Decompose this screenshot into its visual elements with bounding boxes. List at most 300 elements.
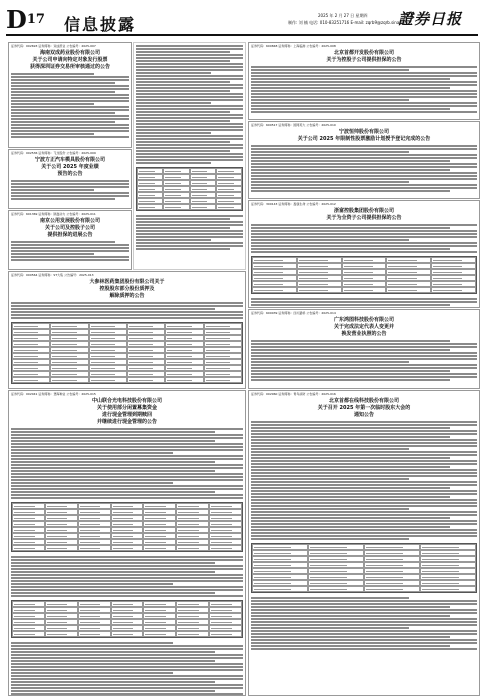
text-line	[11, 642, 173, 644]
article-body-text	[249, 338, 479, 382]
stock-code-line: 证券代码：002536 证券简称：飞龙股份 公告编号：2025-009	[11, 151, 96, 155]
text-line	[251, 248, 450, 250]
text-line	[251, 448, 409, 450]
text-line	[11, 580, 243, 582]
text-line	[136, 45, 243, 47]
text-line	[251, 224, 477, 226]
text-line	[251, 69, 409, 71]
text-line	[136, 147, 243, 149]
article-a4	[8, 149, 132, 209]
table-cell	[111, 545, 144, 551]
text-line	[136, 144, 243, 146]
text-line	[251, 451, 477, 453]
text-line	[251, 251, 477, 253]
table-cell	[209, 545, 242, 551]
text-line	[11, 654, 243, 656]
article-title: 关于完成法定代表人变更并	[333, 324, 394, 330]
table-cell	[12, 545, 45, 551]
article-table	[251, 256, 477, 294]
text-line	[251, 603, 477, 605]
text-line	[11, 583, 173, 585]
text-line	[251, 636, 450, 638]
text-line	[136, 90, 230, 92]
text-line	[251, 600, 477, 602]
text-line	[136, 248, 230, 250]
text-line	[136, 245, 243, 247]
text-line	[251, 520, 477, 522]
text-line	[251, 151, 409, 153]
text-line	[11, 118, 129, 120]
text-line	[11, 428, 243, 430]
text-line	[251, 627, 409, 629]
text-line	[136, 111, 230, 113]
text-line	[251, 624, 477, 626]
text-line	[136, 215, 243, 217]
text-line	[251, 346, 477, 348]
text-line	[11, 440, 215, 442]
text-line	[11, 446, 243, 448]
text-line	[136, 218, 230, 220]
text-line	[136, 48, 243, 50]
text-line	[11, 103, 94, 105]
table-cell	[252, 586, 308, 592]
table-cell	[12, 631, 45, 637]
article-title: 预告的公告	[57, 171, 83, 177]
text-line	[251, 597, 409, 599]
table-cell	[45, 631, 78, 637]
text-line	[11, 192, 129, 194]
table-cell	[12, 377, 50, 383]
text-line	[251, 364, 477, 366]
text-line	[11, 681, 215, 683]
article-title: 控股股东部分股份质押及	[99, 286, 155, 292]
table-cell	[297, 287, 342, 293]
text-line	[251, 242, 477, 244]
article-a9	[8, 390, 246, 696]
article-title: 广东鸿图科技股份有限公司	[333, 317, 394, 323]
text-line	[251, 355, 477, 357]
table-cell	[176, 545, 209, 551]
text-line	[136, 159, 243, 161]
text-line	[11, 305, 243, 307]
text-line	[251, 460, 477, 462]
text-line	[11, 657, 243, 659]
text-line	[11, 388, 215, 389]
text-line	[11, 449, 243, 451]
article-table	[136, 167, 243, 211]
text-line	[251, 481, 477, 483]
stock-code-line: 证券代码：601369 证券简称：陕鼓动力 公告编号：2025-011	[11, 212, 96, 216]
text-line	[11, 97, 129, 99]
text-line	[251, 304, 450, 306]
text-line	[251, 349, 450, 351]
text-line	[251, 538, 409, 540]
text-line	[251, 230, 477, 232]
text-line	[11, 115, 129, 117]
text-line	[251, 184, 477, 186]
stock-code-line: 证券代码：002960 证券简称：青鸟消防 公告编号：2025-016	[251, 392, 336, 396]
article-title: 关于公司 2025 年限制性股票激励计划授予登记完成的公告	[297, 136, 431, 142]
text-line	[251, 169, 450, 171]
text-line	[251, 469, 477, 471]
text-line	[251, 379, 450, 381]
stock-code-line: 证券代码：000564 证券简称：ST大集 公告编号：2025-013	[11, 273, 94, 277]
table-cell	[386, 287, 431, 293]
article-title: 关于召开 2025 年第一次临时股东大会的	[317, 405, 411, 411]
text-line	[251, 615, 450, 617]
text-line	[136, 156, 243, 158]
text-line	[11, 244, 129, 246]
text-line	[251, 236, 477, 238]
text-line	[251, 166, 477, 168]
article-title: 北京首都在线科技股份有限公司	[328, 398, 399, 404]
text-line	[11, 100, 129, 102]
article-body-text	[249, 143, 479, 193]
text-line	[11, 431, 215, 433]
text-line	[136, 102, 211, 104]
text-line	[251, 343, 477, 345]
text-line	[11, 434, 243, 436]
header-rule	[6, 34, 478, 36]
text-line	[136, 63, 243, 65]
article-body-text	[9, 386, 245, 389]
text-line	[251, 514, 477, 516]
text-line	[11, 476, 243, 478]
text-line	[11, 488, 243, 490]
text-line	[251, 340, 450, 342]
text-line	[136, 126, 243, 128]
text-line	[251, 445, 477, 447]
text-line	[251, 523, 477, 525]
text-line	[251, 245, 477, 247]
table-cell	[165, 377, 203, 383]
text-line	[136, 138, 243, 140]
text-line	[251, 178, 477, 180]
article-body-text	[249, 64, 479, 114]
text-line	[11, 189, 94, 191]
article-a3	[248, 121, 480, 199]
text-line	[251, 454, 477, 456]
text-line	[11, 645, 243, 647]
text-line	[251, 90, 477, 92]
text-line	[136, 57, 243, 59]
article-body-text	[249, 296, 479, 308]
text-line	[251, 99, 409, 101]
text-line	[251, 496, 450, 498]
text-line	[11, 595, 243, 597]
issue-date: 2025 年 2 月 27 日 星期四	[318, 13, 368, 18]
text-line	[136, 75, 243, 77]
text-line	[251, 511, 477, 513]
article-title: 提供担保的进展公告	[47, 232, 93, 238]
text-line	[251, 493, 477, 495]
text-line	[11, 127, 129, 129]
text-line	[251, 478, 409, 480]
text-line	[11, 565, 243, 567]
table-cell	[127, 377, 165, 383]
table-cell	[78, 545, 111, 551]
article-title: 通知公告	[353, 412, 374, 418]
text-line	[136, 233, 243, 235]
stock-code-line: 证券代码：600039 证券简称：四川路桥 公告编号：2025-014	[251, 311, 336, 315]
stock-code-line: 证券代码：600848 证券简称：上海临港 公告编号：2025-008	[251, 44, 336, 48]
text-line	[251, 466, 450, 468]
text-line	[251, 439, 477, 441]
article-title: 换发营业执照的公告	[341, 331, 387, 337]
text-line	[136, 87, 243, 89]
text-line	[136, 66, 243, 68]
text-line	[11, 82, 115, 84]
text-line	[251, 606, 450, 608]
text-line	[11, 669, 243, 671]
text-line	[11, 253, 94, 255]
text-line	[11, 112, 115, 114]
text-line	[11, 180, 129, 182]
text-line	[136, 60, 230, 62]
table-cell	[209, 631, 242, 637]
article-body-text	[249, 222, 479, 254]
text-line	[251, 163, 477, 165]
article-body-text	[9, 300, 245, 320]
text-line	[251, 93, 477, 95]
text-line	[11, 198, 115, 200]
text-line	[11, 259, 129, 261]
table-cell	[308, 586, 364, 592]
article-title: 关于公司及控股子公司	[44, 225, 95, 231]
text-line	[136, 153, 243, 155]
text-line	[11, 308, 215, 310]
text-line	[136, 141, 230, 143]
text-line	[251, 630, 477, 632]
text-line	[136, 81, 230, 83]
text-line	[11, 186, 129, 188]
text-line	[251, 430, 477, 432]
text-line	[11, 183, 129, 185]
text-line	[136, 96, 243, 98]
text-line	[11, 497, 243, 499]
article-title: 关于公司 2025 年度业绩	[41, 164, 99, 170]
article-table	[251, 543, 477, 593]
article-title: 关于为全资子公司提供担保的公告	[326, 215, 402, 221]
text-line	[11, 461, 215, 463]
text-line	[11, 690, 215, 692]
text-line	[251, 529, 477, 531]
text-line	[136, 51, 230, 53]
text-line	[11, 577, 243, 579]
text-line	[136, 236, 243, 238]
article-body-text	[134, 213, 245, 251]
text-line	[251, 105, 477, 107]
article-body-text	[249, 595, 479, 651]
article-title: 进行现金管理到期赎回	[101, 412, 152, 418]
table-cell	[364, 586, 420, 592]
text-line	[11, 464, 243, 466]
text-line	[251, 633, 477, 635]
text-line	[251, 181, 409, 183]
text-line	[251, 645, 450, 647]
table-cell	[252, 287, 297, 293]
text-line	[251, 517, 450, 519]
text-line	[11, 256, 129, 258]
text-line	[11, 302, 243, 304]
text-line	[251, 424, 477, 426]
text-line	[251, 457, 450, 459]
text-line	[251, 148, 477, 150]
text-line	[251, 609, 477, 611]
text-line	[251, 612, 477, 614]
table-cell	[216, 204, 242, 210]
text-line	[251, 433, 477, 435]
text-line	[136, 99, 243, 101]
text-line	[251, 78, 450, 80]
text-line	[136, 150, 230, 152]
text-line	[136, 120, 230, 122]
text-line	[251, 535, 477, 537]
text-line	[136, 132, 211, 134]
article-table	[11, 600, 243, 638]
text-line	[11, 651, 215, 653]
text-line	[11, 241, 115, 243]
text-line	[11, 109, 129, 111]
text-line	[11, 574, 243, 576]
article-body-text	[9, 426, 245, 500]
text-line	[11, 136, 129, 138]
text-line	[11, 693, 243, 695]
article-table	[11, 502, 243, 552]
article-body-text	[134, 43, 245, 165]
text-line	[11, 452, 173, 454]
text-line	[11, 559, 243, 561]
text-line	[11, 106, 129, 108]
text-line	[136, 224, 243, 226]
text-line	[251, 172, 477, 174]
text-line	[11, 684, 243, 686]
text-line	[251, 96, 477, 98]
table-cell	[50, 377, 88, 383]
text-line	[136, 123, 243, 125]
page-number: $D^{17}$	[6, 5, 45, 34]
table-cell	[163, 204, 189, 210]
text-line	[251, 487, 450, 489]
text-line	[251, 157, 477, 159]
article-title: 并继续进行现金管理的公告	[96, 419, 157, 425]
text-line	[11, 79, 129, 81]
text-line	[11, 317, 243, 319]
article-title: 关于使用部分闲置募集资金	[96, 405, 157, 411]
text-line	[251, 436, 450, 438]
table-cell	[143, 631, 176, 637]
article-title: 大参林医药集团股份有限公司关于	[89, 279, 165, 285]
article-a6	[248, 200, 480, 308]
text-line	[251, 370, 450, 372]
article-body-text	[9, 554, 245, 598]
text-line	[11, 458, 243, 460]
text-line	[11, 130, 129, 132]
text-line	[11, 195, 129, 197]
text-line	[11, 648, 243, 650]
text-line	[11, 592, 215, 594]
article-a8	[248, 309, 480, 389]
text-line	[251, 526, 450, 528]
text-line	[11, 455, 243, 457]
text-line	[11, 473, 243, 475]
table-cell	[45, 545, 78, 551]
text-line	[136, 221, 243, 223]
table-cell	[431, 287, 476, 293]
article-title: 解除质押的公告	[109, 293, 145, 299]
text-line	[11, 589, 243, 591]
table-cell	[143, 545, 176, 551]
table-cell	[89, 377, 127, 383]
text-line	[11, 311, 243, 313]
text-line	[11, 467, 243, 469]
text-line	[251, 621, 477, 623]
text-line	[251, 72, 477, 74]
stock-code-line: 证券代码：600517 证券简称：国网英大 公告编号：2025-010	[251, 123, 336, 127]
text-line	[251, 175, 477, 177]
text-line	[11, 672, 173, 674]
text-line	[251, 463, 477, 465]
table-cell	[420, 586, 476, 592]
article-title: 浙富控股集团股份有限公司	[333, 208, 394, 214]
stock-code-line: 证券代码：002693 证券简称：双成药业 公告编号：2025-007	[11, 44, 96, 48]
text-line	[251, 508, 409, 510]
table-cell	[111, 631, 144, 637]
text-line	[251, 66, 477, 68]
article-body-text	[9, 640, 245, 696]
text-line	[251, 484, 477, 486]
text-line	[11, 314, 243, 316]
article-title: 海南双成药业股份有限公司	[39, 50, 100, 56]
text-line	[11, 133, 94, 135]
text-line	[251, 639, 477, 641]
article-a2	[248, 42, 480, 120]
text-line	[251, 227, 450, 229]
text-line	[136, 69, 243, 71]
text-line	[251, 361, 409, 363]
text-line	[11, 485, 243, 487]
text-line	[251, 421, 477, 423]
text-line	[11, 660, 215, 662]
text-line	[11, 437, 243, 439]
text-line	[251, 75, 477, 77]
text-line	[251, 239, 409, 241]
text-line	[251, 442, 477, 444]
text-line	[11, 678, 243, 680]
text-line	[11, 124, 129, 126]
text-line	[11, 91, 115, 93]
newspaper-logo: 證券日报	[398, 10, 463, 28]
text-line	[11, 94, 129, 96]
text-line	[11, 562, 215, 564]
article-a5	[8, 210, 132, 270]
text-line	[251, 373, 477, 375]
table-cell	[190, 204, 216, 210]
text-line	[251, 648, 477, 650]
text-line	[136, 227, 230, 229]
table-cell	[137, 204, 163, 210]
text-line	[251, 352, 477, 354]
text-line	[251, 472, 477, 474]
text-line	[11, 443, 243, 445]
table-cell	[78, 631, 111, 637]
text-line	[11, 247, 129, 249]
text-line	[251, 427, 450, 429]
text-line	[11, 479, 243, 481]
stock-code-line: 证券代码：002041 证券简称：登海种业 公告编号：2025-015	[11, 392, 96, 396]
text-line	[251, 102, 477, 104]
text-line	[136, 72, 211, 74]
